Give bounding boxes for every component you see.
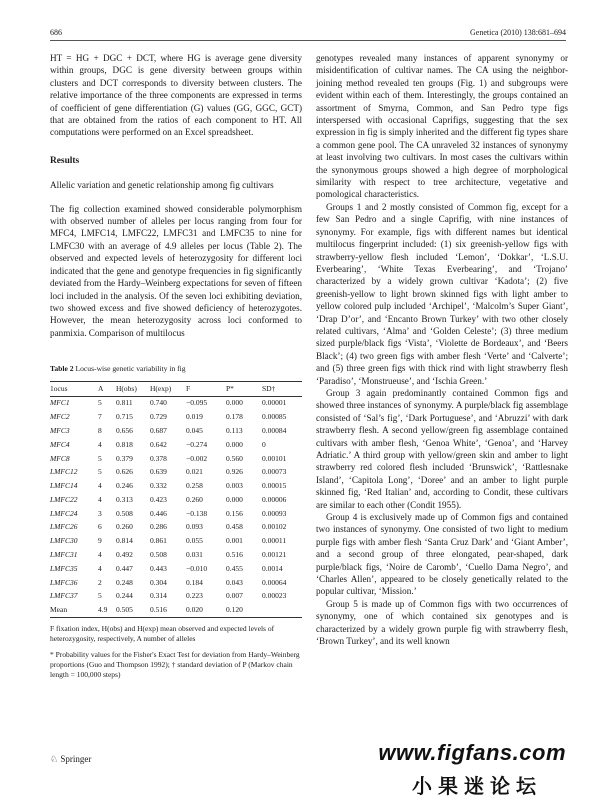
value-cell: 0.446 — [150, 508, 167, 518]
value-cell: 0.223 — [186, 591, 203, 601]
locus-cell: LMFC30 — [50, 536, 78, 546]
locus-cell: MFC8 — [50, 453, 70, 463]
value-cell: 0.020 — [186, 605, 203, 615]
value-cell: 0.455 — [226, 563, 243, 573]
value-cell: 0.642 — [150, 439, 167, 449]
value-cell: −0.095 — [186, 398, 208, 408]
value-cell: 0.505 — [116, 605, 133, 615]
col-header-hexp: H(exp) — [150, 383, 172, 393]
value-cell: 0.00023 — [262, 591, 287, 601]
table-row — [50, 479, 302, 493]
table-caption — [50, 363, 302, 375]
locus-cell: LMFC12 — [50, 467, 78, 477]
paragraph-groups-1-2: Groups 1 and 2 mostly consisted of Common fig, except for a few San Pedro and a single Caprifig, with nine instances of synonymy. For example, figs with different names but identical multilocus fingerprint included: (1) six greenish-yellow figs with strawberry-yellow flesh included ‘Lemon’, ‘Dokkar’, ‘L.S.U. Everbearing’, ‘White Texas Everbearing’, and ‘Trojano’ characterized by a widely grown cultivar ‘Kadota’; (2) five greenish-yellow to light brown skinned figs with light amber to yellow colored pulp included ‘Archipel’, ‘Malcolm’s Super Giant’, ‘Drap D’or’, and ‘Encanto Brown Turkey’ with two other closely related cultivars, ‘Alma’ and ‘Golden Celeste’; (3) three medium sized purple/black figs ‘Vista’, ‘Violette de Bordeaux’, and ‘Beers Black’; (4) two green figs with amber flesh ‘Verte’ and ‘Calverte’; and (5) three green figs with thick rind with light strawberry flesh ‘Paradiso’, ‘Monstrueuse’, and ‘Ischia Green.’ — [316, 201, 568, 386]
value-cell: 0.156 — [226, 508, 243, 518]
locus-cell: LMFC36 — [50, 577, 78, 587]
value-cell: 0.00073 — [262, 467, 287, 477]
value-cell: 0.00121 — [262, 550, 287, 560]
table-footnote-2: * Probability values for the Fisher's Exact Test for deviation from Hardy–Weinberg proportions (Guo and Thompson 1992); † standard deviation of P (Markov chain length = 100,000 steps) — [50, 650, 300, 680]
value-cell: 0.00085 — [262, 412, 287, 422]
value-cell: 0.00015 — [262, 481, 287, 491]
value-cell: 0.001 — [226, 536, 243, 546]
value-cell: 0.818 — [116, 439, 133, 449]
value-cell: 8 — [98, 425, 102, 435]
locus-cell: LMFC35 — [50, 563, 78, 573]
value-cell: 0.516 — [226, 550, 243, 560]
value-cell: −0.138 — [186, 508, 208, 518]
value-cell: 0.861 — [150, 536, 167, 546]
locus-cell: LMFC37 — [50, 591, 78, 601]
journal-citation: Genetica (2010) 138:681–694 — [470, 28, 566, 37]
value-cell: 0.00006 — [262, 494, 287, 504]
value-cell: −0.010 — [186, 563, 208, 573]
right-column — [316, 52, 568, 648]
value-cell: 0.508 — [116, 508, 133, 518]
value-cell: 0.093 — [186, 522, 203, 532]
value-cell: 0.332 — [150, 481, 167, 491]
value-cell: 0.687 — [150, 425, 167, 435]
locus-cell: Mean — [50, 605, 68, 615]
table-row — [50, 521, 302, 535]
value-cell: 0.00102 — [262, 522, 287, 532]
value-cell: 0.313 — [116, 494, 133, 504]
value-cell: 6 — [98, 522, 102, 532]
header-rule — [50, 40, 566, 41]
value-cell: 0.443 — [150, 563, 167, 573]
table-row — [50, 396, 302, 410]
value-cell: 0.00093 — [262, 508, 287, 518]
table-row — [50, 534, 302, 548]
paragraph-groups-intro: genotypes revealed many instances of apparent synonymy or misidentification of cultivar names. The CA using the neighbor-joining method revealed ten groups (Fig. 1) and subgroups were evident within each of them. Interestingly, the groups contained an assortment of Smyrna, Common, and San Pedro type figs interspersed with occasional Caprifigs, suggesting that the sex expression in fig is simply inherited and the different fig types share a common gene pool. The CA unraveled 32 instances of synonymy at least involving two cultivars. In most cases the cultivars within the synonymous groups showed a high degree of morphological similarity with respect to tree architecture, vegetative and pomological characteristics. — [316, 53, 568, 200]
value-cell: 7 — [98, 412, 102, 422]
results-paragraph: The fig collection examined showed considerable polymorphism with observed number of alleles per locus ranging from four for MFC4, LMFC14, LMFC22, LMFC31 and LMFC35 to nine for LMFC30 with an average of 4.9 alleles per locus (Table 2). The observed and expected levels of heterozygosity for different loci indicated that the gene and genotype frequencies in fig significantly deviated from the Hardy–Weinberg expectations for seven of fifteen loci included in the analysis. Of the seven loci exhibiting deviation, two showed excess and five showed deficiency of heterozygotes. However, the mean heterozygosity across loci conformed to panmixia. Comparison of multilocus — [50, 203, 302, 338]
value-cell: 0.492 — [116, 550, 133, 560]
value-cell: 0.508 — [150, 550, 167, 560]
value-cell: 5 — [98, 453, 102, 463]
value-cell: 0.00001 — [262, 398, 287, 408]
value-cell: 0.248 — [116, 577, 133, 587]
value-cell: 0.178 — [226, 412, 243, 422]
value-cell: 0.246 — [116, 481, 133, 491]
value-cell: 0.715 — [116, 412, 133, 422]
value-cell: 4.9 — [98, 605, 108, 615]
value-cell: 0.00101 — [262, 453, 287, 463]
table-row — [50, 548, 302, 562]
table-header-row — [50, 381, 302, 396]
value-cell: 3 — [98, 508, 102, 518]
value-cell: 0.000 — [226, 398, 243, 408]
springer-logo — [50, 754, 91, 765]
value-cell: 0.003 — [226, 481, 243, 491]
col-header-hobs: H(obs) — [116, 383, 137, 393]
col-header-locus: 1ocus — [50, 383, 68, 393]
paragraph-group-3: Group 3 again predominantly contained Common figs and showed three instances of synonymy. A purple/black fig assemblage consisted of ‘Sal’s fig’, ‘Dark Portuguese’, and ‘Abruzzi’ with dark strawberry flesh. A second yellow/green fig assemblage contained cultivars with amber flesh, ‘Genoa White’, ‘Genoa’, and ‘Harvey Adriatic.’ A third group with yellow/green skin and amber to light strawberry red colored flesh included ‘Brunswick’, ‘Rattlesnake Island’, ‘Capitola Long’, ‘Doree’ and an amber to light purple skinned fig, ‘Red Italian’ and, according to Condit, these cultivars are similar to each other (Condit 1955). — [316, 387, 568, 510]
table-row — [50, 438, 302, 452]
locus-cell: LMFC26 — [50, 522, 78, 532]
watermark-url: www.figfans.com — [378, 740, 566, 765]
value-cell: 0.740 — [150, 398, 167, 408]
intro-paragraph: HT = HG + DGC + DCT, where HG is average gene diversity within groups, DGC is gene diversity between groups within clusters and DCT corresponds to diversity between clusters. The relative importance of the three components are expressed in terms of coefficient of gene differentiation (G) values (GG, GGC, GCT) that are obtained from the ratios of each component to HT. All computations were performed on an Excel spreadsheet. — [50, 53, 302, 138]
results-subheading: Allelic variation and genetic relationship among fig cultivars — [50, 180, 274, 191]
value-cell: 5 — [98, 591, 102, 601]
value-cell: 0.021 — [186, 467, 203, 477]
table-row — [50, 493, 302, 507]
value-cell: 0.260 — [116, 522, 133, 532]
value-cell: 0.423 — [150, 494, 167, 504]
value-cell: 0.055 — [186, 536, 203, 546]
value-cell: 0.560 — [226, 453, 243, 463]
table-caption-text: Locus-wise genetic variability in fig — [75, 364, 186, 374]
value-cell: 0.031 — [186, 550, 203, 560]
value-cell: 0.656 — [116, 425, 133, 435]
value-cell: 4 — [98, 563, 102, 573]
value-cell: 0.258 — [186, 481, 203, 491]
value-cell: 0.000 — [226, 494, 243, 504]
paragraph-group-4: Group 4 is exclusively made up of Common figs and contained two instances of synonymy. One consisted of two light to medium purple figs with amber flesh ‘Santa Cruz Dark’ and ‘Giant Amber’, and a second group of three elongated, pear-shaped, dark purple/black figs, ‘Noire de Caromb’, ‘Cuello Dama Negro’, and ‘Charles Allen’, appeared to be closely genetically related to the popular cultivar, ‘Mission.’ — [316, 512, 568, 597]
col-header-f: F — [186, 383, 191, 393]
locus-cell: LMFC22 — [50, 494, 78, 504]
col-header-sd: SD† — [262, 383, 276, 393]
table-row — [50, 424, 302, 438]
value-cell: 0.00084 — [262, 425, 287, 435]
table-row — [50, 507, 302, 521]
value-cell: 0.304 — [150, 577, 167, 587]
value-cell: 0.043 — [226, 577, 243, 587]
value-cell: 0.260 — [186, 494, 203, 504]
value-cell: 5 — [98, 467, 102, 477]
value-cell: 4 — [98, 550, 102, 560]
value-cell: 0.626 — [116, 467, 133, 477]
locus-cell: LMFC31 — [50, 550, 78, 560]
locus-cell: MFC4 — [50, 439, 70, 449]
value-cell: 0.120 — [226, 605, 243, 615]
value-cell: 0.458 — [226, 522, 243, 532]
value-cell: 0.447 — [116, 563, 133, 573]
value-cell: 0.926 — [226, 467, 243, 477]
col-header-p: P* — [226, 383, 234, 393]
value-cell: 0.00011 — [262, 536, 287, 546]
value-cell: 2 — [98, 577, 102, 587]
value-cell — [262, 603, 302, 617]
springer-horse-icon: ♘ — [50, 754, 59, 764]
paragraph-group-5: Group 5 is made up of Common figs with two occurrences of synonymy, one of which contained six genotypes and is characterized by a widely grown purple fig with strawberry flesh, ‘Brown Turkey’, and its well known — [316, 598, 568, 647]
springer-label: Springer — [60, 754, 92, 764]
table-row — [50, 603, 302, 617]
value-cell: 0.019 — [186, 412, 203, 422]
value-cell: −0.002 — [186, 453, 208, 463]
value-cell: 0.00064 — [262, 577, 287, 587]
value-cell: 4 — [98, 494, 102, 504]
locus-variability-table — [50, 381, 302, 619]
value-cell: −0.274 — [186, 439, 208, 449]
table-row — [50, 465, 302, 479]
value-cell: 0.811 — [116, 398, 133, 408]
left-column — [50, 52, 302, 680]
table-row — [50, 576, 302, 590]
value-cell: 0 — [262, 439, 266, 449]
value-cell: 0.045 — [186, 425, 203, 435]
value-cell: 0.314 — [150, 591, 167, 601]
value-cell: 0.729 — [150, 412, 167, 422]
table-footnote-1: F fixation index, H(obs) and H(exp) mean observed and expected levels of heterozygosity, respectively, A number of alleles — [50, 624, 275, 644]
value-cell: 9 — [98, 536, 102, 546]
value-cell: 0.113 — [226, 425, 243, 435]
locus-cell: LMFC14 — [50, 481, 78, 491]
locus-cell: LMFC24 — [50, 508, 78, 518]
value-cell: 0.814 — [116, 536, 133, 546]
value-cell: 0.379 — [116, 453, 133, 463]
value-cell: 5 — [98, 398, 102, 408]
table-row — [50, 410, 302, 424]
locus-cell: MFC1 — [50, 398, 70, 408]
value-cell: 4 — [98, 439, 102, 449]
table-caption-label: Table 2 — [50, 364, 74, 374]
value-cell: 0.516 — [150, 605, 167, 615]
table-row — [50, 562, 302, 576]
page-number: 686 — [50, 28, 62, 37]
value-cell: 0.184 — [186, 577, 203, 587]
value-cell: 0.007 — [226, 591, 243, 601]
value-cell: 0.378 — [150, 453, 167, 463]
value-cell: 4 — [98, 481, 102, 491]
value-cell: 0.000 — [226, 439, 243, 449]
results-heading: Results — [50, 155, 80, 166]
locus-cell: MFC3 — [50, 425, 70, 435]
value-cell: 0.0014 — [262, 563, 283, 573]
value-cell: 0.639 — [150, 467, 167, 477]
col-header-alleles: A — [98, 383, 104, 393]
value-cell: 0.244 — [116, 591, 133, 601]
table-row — [50, 589, 302, 603]
value-cell: 0.286 — [150, 522, 167, 532]
table-row — [50, 452, 302, 466]
locus-cell: MFC2 — [50, 412, 70, 422]
watermark-forum-name: 小果迷论坛 — [412, 774, 542, 798]
